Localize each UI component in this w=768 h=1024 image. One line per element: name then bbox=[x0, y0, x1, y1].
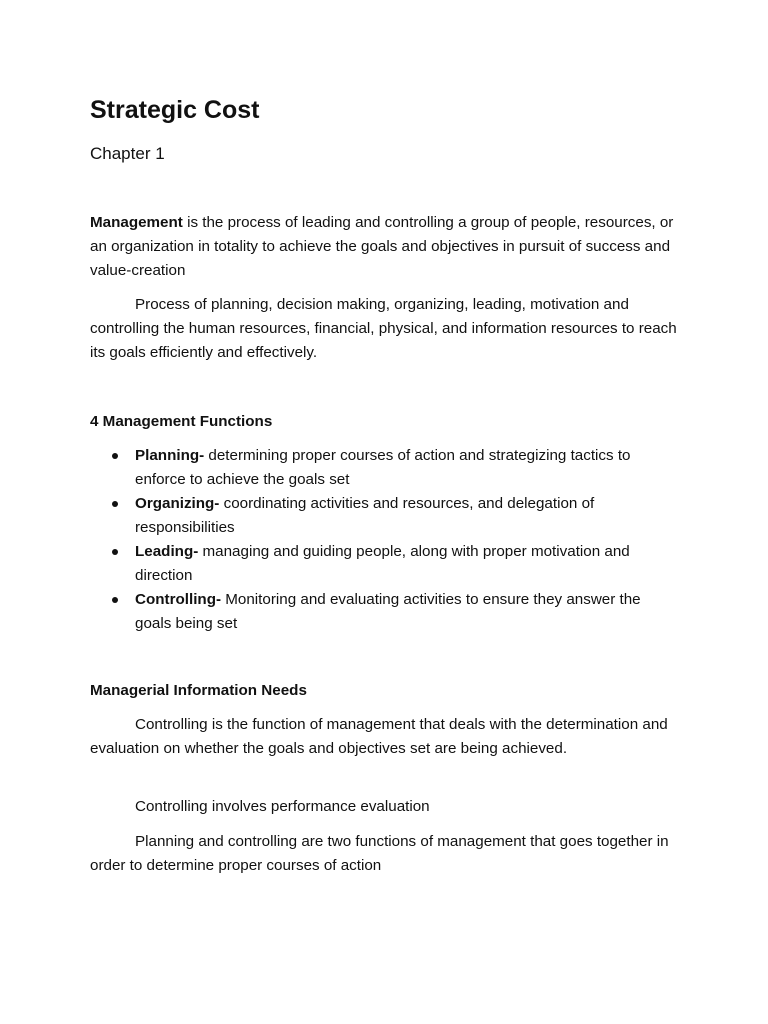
info-paragraph: Controlling is the function of management that deals with the determination and evaluation on whether the goals and objectives set are being achieved. bbox=[90, 716, 668, 757]
management-definition-text: is the process of leading and controlling a group of people, resources, or an organization in totality to achieve the goals and objectives in pursuit of success and value-creation bbox=[90, 214, 674, 279]
info-paragraph: Planning and controlling are two functions of management that goes together in order to determine proper courses of action bbox=[90, 833, 669, 874]
function-text: coordinating activities and resources, and delegation of responsibilities bbox=[135, 495, 595, 536]
list-item bbox=[90, 540, 680, 588]
function-term: Leading- bbox=[135, 543, 199, 560]
function-term: Organizing- bbox=[135, 495, 220, 512]
bullet-icon bbox=[112, 453, 118, 459]
list-item bbox=[90, 588, 680, 636]
functions-list bbox=[90, 444, 680, 636]
bullet-icon bbox=[112, 501, 118, 507]
list-item bbox=[90, 444, 680, 492]
function-text: determining proper courses of action and strategizing tactics to enforce to achieve the goals set bbox=[135, 447, 631, 488]
process-paragraph: Process of planning, decision making, organizing, leading, motivation and controlling the human resources, financial, physical, and information resources to reach its goals efficiently and effectively. bbox=[90, 296, 677, 361]
bullet-icon bbox=[112, 597, 118, 603]
function-text: managing and guiding people, along with proper motivation and direction bbox=[135, 543, 630, 584]
functions-heading: 4 Management Functions bbox=[90, 413, 273, 430]
chapter-label: Chapter 1 bbox=[90, 144, 165, 163]
function-term: Planning- bbox=[135, 447, 205, 464]
list-item bbox=[90, 492, 680, 540]
bullet-icon bbox=[112, 549, 118, 555]
document-title: Strategic Cost bbox=[90, 96, 260, 124]
info-paragraph: Controlling involves performance evaluation bbox=[135, 798, 430, 815]
function-term: Controlling- bbox=[135, 591, 222, 608]
info-heading: Managerial Information Needs bbox=[90, 682, 307, 699]
function-text: Monitoring and evaluating activities to ensure they answer the goals being set bbox=[135, 591, 641, 632]
management-term: Management bbox=[90, 214, 183, 231]
management-definition bbox=[90, 211, 680, 283]
